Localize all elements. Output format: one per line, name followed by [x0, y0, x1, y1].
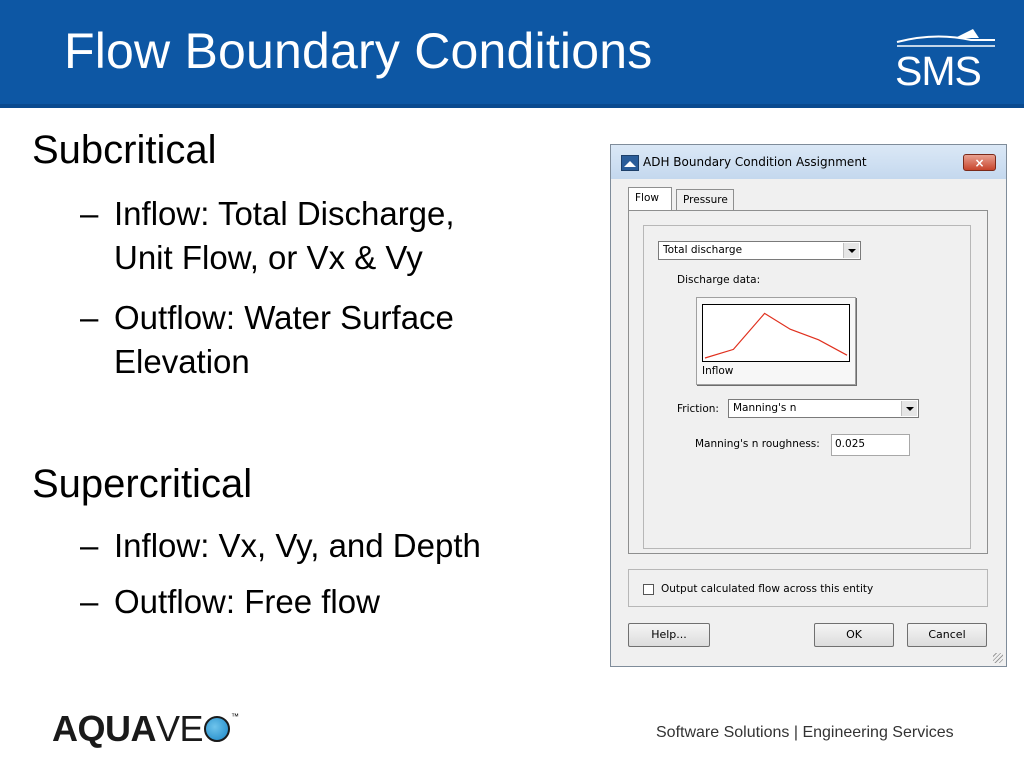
dialog-title: ADH Boundary Condition Assignment: [643, 155, 867, 169]
bullet-dash: –: [80, 195, 99, 232]
logo-aqua: AQUA: [52, 708, 156, 749]
help-button[interactable]: Help...: [628, 623, 710, 647]
bullet-dash: –: [80, 527, 99, 564]
chevron-down-icon[interactable]: [843, 243, 859, 258]
discharge-curve-graph: [703, 305, 849, 361]
dialog-titlebar[interactable]: [611, 145, 1006, 179]
discharge-data-label: Discharge data:: [677, 274, 761, 286]
heading-subcritical: Subcritical: [32, 128, 217, 172]
boundary-condition-dialog: [610, 144, 1007, 667]
bullet-text: [114, 296, 574, 384]
resize-grip-icon[interactable]: [993, 653, 1003, 663]
bullet-dash: –: [80, 299, 99, 336]
ok-button[interactable]: OK: [814, 623, 894, 647]
bullet-text: [114, 192, 574, 280]
sms-logo-text: SMS: [895, 48, 981, 94]
discharge-curve-plot: [702, 304, 850, 362]
output-options-group: [628, 569, 988, 607]
flow-tab-panel: [628, 210, 988, 554]
bullet-line: Unit Flow, or Vx & Vy: [114, 239, 423, 276]
tab-pressure[interactable]: Pressure: [676, 189, 734, 211]
discharge-curve-button[interactable]: [696, 297, 856, 385]
slide-title: Flow Boundary Conditions: [64, 23, 653, 79]
app-icon: [621, 155, 639, 171]
output-flow-label: Output calculated flow across this entity: [661, 583, 874, 595]
bullet-line: Outflow: Water Surface: [114, 299, 454, 336]
sms-logo: [895, 28, 997, 94]
output-flow-checkbox[interactable]: [643, 584, 654, 595]
chevron-down-icon[interactable]: [901, 401, 917, 416]
cancel-button[interactable]: Cancel: [907, 623, 987, 647]
bullet-text: [114, 580, 574, 624]
bullet-line: Elevation: [114, 343, 250, 380]
flow-type-select[interactable]: [658, 241, 861, 260]
logo-ve: VE: [156, 708, 204, 749]
logo-trademark: ™: [231, 712, 240, 721]
tab-flow[interactable]: Flow: [628, 187, 672, 211]
discharge-curve-line: [705, 313, 847, 358]
friction-label: Friction:: [677, 403, 719, 415]
bullet-dash: –: [80, 583, 99, 620]
footer-tagline: Software Solutions | Engineering Services: [656, 724, 954, 741]
roughness-input[interactable]: 0.025: [831, 434, 910, 456]
roughness-label: Manning's n roughness:: [695, 438, 820, 450]
bullet-line: Outflow: Free flow: [114, 583, 380, 620]
flow-type-value: Total discharge: [663, 244, 743, 256]
bullet-line: Inflow: Vx, Vy, and Depth: [114, 527, 481, 564]
friction-select[interactable]: [728, 399, 919, 418]
flow-settings-group: [643, 225, 971, 549]
aquaveo-logo: [52, 708, 239, 748]
friction-value: Manning's n: [733, 402, 797, 414]
heading-supercritical: Supercritical: [32, 462, 253, 506]
close-button[interactable]: ×: [963, 154, 996, 171]
bullet-text: [114, 524, 574, 568]
curve-caption: Inflow: [702, 365, 734, 377]
logo-globe-icon: [204, 716, 230, 742]
bullet-line: Inflow: Total Discharge,: [114, 195, 455, 232]
